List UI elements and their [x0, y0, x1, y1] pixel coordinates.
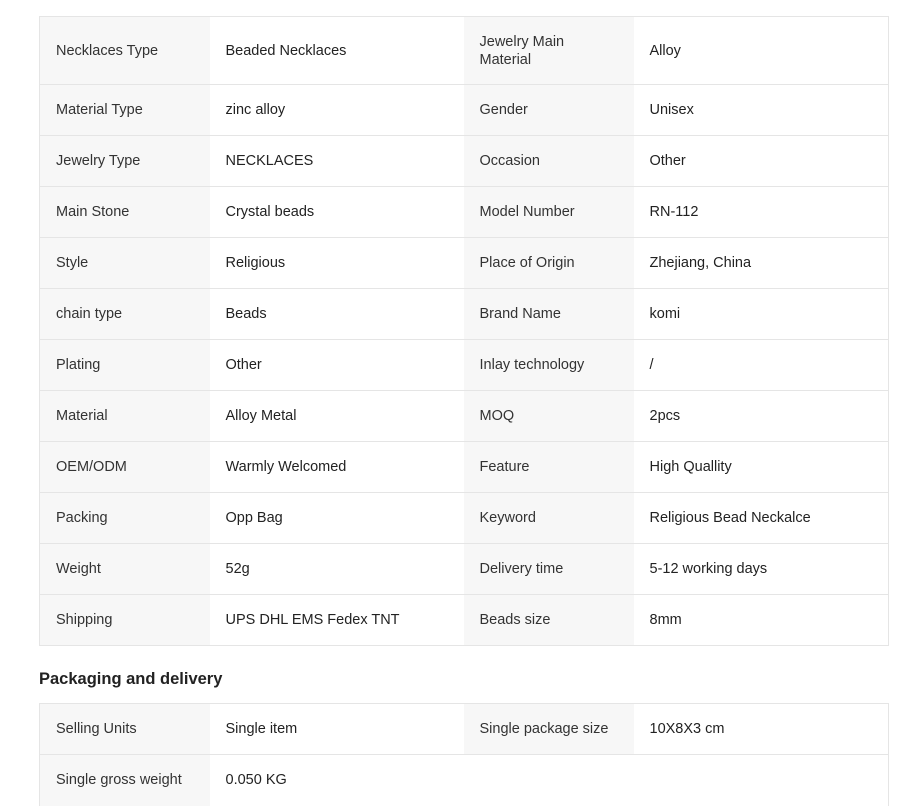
attribute-value: Other [210, 340, 464, 391]
empty-cell [634, 755, 889, 806]
attribute-value: Crystal beads [210, 187, 464, 238]
table-row [40, 85, 889, 136]
attribute-value: Single item [210, 704, 464, 755]
attribute-label: Feature [464, 442, 634, 493]
attribute-label: Gender [464, 85, 634, 136]
attribute-value: UPS DHL EMS Fedex TNT [210, 595, 464, 646]
attribute-label: Inlay technology [464, 340, 634, 391]
table-row [40, 755, 889, 806]
product-attributes [39, 16, 888, 806]
attribute-value: Alloy Metal [210, 391, 464, 442]
attribute-value: NECKLACES [210, 136, 464, 187]
attribute-label: Place of Origin [464, 238, 634, 289]
attribute-value: Warmly Welcomed [210, 442, 464, 493]
attribute-label: Shipping [40, 595, 210, 646]
table-row [40, 187, 889, 238]
packaging-table [39, 703, 889, 806]
attribute-label: Weight [40, 544, 210, 595]
attribute-label: Main Stone [40, 187, 210, 238]
attribute-value: Alloy [634, 17, 889, 85]
attribute-value: 52g [210, 544, 464, 595]
attribute-label: Jewelry Type [40, 136, 210, 187]
attribute-value: Zhejiang, China [634, 238, 889, 289]
attribute-label: Jewelry Main Material [464, 17, 634, 85]
attribute-value: 0.050 KG [210, 755, 464, 806]
attribute-value: Religious [210, 238, 464, 289]
attribute-value: 10X8X3 cm [634, 704, 889, 755]
table-row [40, 391, 889, 442]
attribute-label: Brand Name [464, 289, 634, 340]
attribute-value: 8mm [634, 595, 889, 646]
table-row [40, 595, 889, 646]
attribute-value: RN-112 [634, 187, 889, 238]
table-row [40, 704, 889, 755]
attribute-label: MOQ [464, 391, 634, 442]
attribute-label: Material [40, 391, 210, 442]
attribute-label: Single gross weight [40, 755, 210, 806]
attribute-value: 5-12 working days [634, 544, 889, 595]
attribute-label: Delivery time [464, 544, 634, 595]
attribute-label: OEM/ODM [40, 442, 210, 493]
table-row [40, 493, 889, 544]
attribute-value: Religious Bead Neckalce [634, 493, 889, 544]
attribute-label: Beads size [464, 595, 634, 646]
attribute-value: Beads [210, 289, 464, 340]
attribute-value: komi [634, 289, 889, 340]
packaging-section-title: Packaging and delivery [39, 670, 223, 688]
table-row [40, 442, 889, 493]
table-row [40, 544, 889, 595]
table-row [40, 136, 889, 187]
attribute-value: Beaded Necklaces [210, 17, 464, 85]
attribute-label: Keyword [464, 493, 634, 544]
attribute-label: chain type [40, 289, 210, 340]
attribute-label: Model Number [464, 187, 634, 238]
specifications-table [39, 16, 889, 646]
attribute-label: Selling Units [40, 704, 210, 755]
attribute-value: High Quallity [634, 442, 889, 493]
attribute-label: Necklaces Type [40, 17, 210, 85]
empty-cell [464, 755, 634, 806]
attribute-label: Single package size [464, 704, 634, 755]
attribute-value: / [634, 340, 889, 391]
attribute-value: Opp Bag [210, 493, 464, 544]
attribute-value: zinc alloy [210, 85, 464, 136]
attribute-label: Occasion [464, 136, 634, 187]
attribute-label: Plating [40, 340, 210, 391]
table-row [40, 289, 889, 340]
table-row [40, 238, 889, 289]
attribute-value: Other [634, 136, 889, 187]
attribute-label: Packing [40, 493, 210, 544]
table-row [40, 340, 889, 391]
attribute-label: Style [40, 238, 210, 289]
table-row [40, 17, 889, 85]
attribute-label: Material Type [40, 85, 210, 136]
attribute-value: Unisex [634, 85, 889, 136]
attribute-value: 2pcs [634, 391, 889, 442]
